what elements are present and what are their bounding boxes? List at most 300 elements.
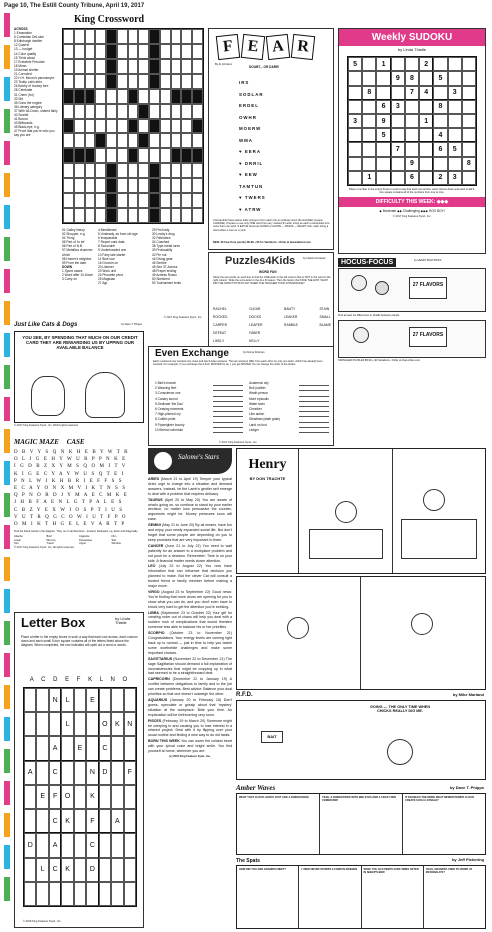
lb-cell[interactable]: L — [61, 688, 73, 712]
crossword-cell[interactable] — [95, 148, 106, 163]
crossword-cell[interactable] — [171, 119, 182, 134]
crossword-cell[interactable] — [95, 74, 106, 89]
crossword-cell[interactable] — [74, 208, 85, 223]
sudoku-cell[interactable]: 5 — [448, 142, 462, 156]
crossword-cell[interactable] — [85, 193, 96, 208]
crossword-cell[interactable] — [160, 29, 171, 44]
crossword-cell[interactable] — [128, 44, 139, 59]
crossword-cell[interactable] — [128, 178, 139, 193]
crossword-cell[interactable] — [106, 119, 117, 134]
crossword-cell[interactable] — [138, 59, 149, 74]
lb-cell[interactable]: L — [36, 858, 48, 882]
lb-cell[interactable] — [61, 833, 73, 857]
crossword-cell[interactable] — [63, 133, 74, 148]
crossword-cell[interactable] — [192, 193, 203, 208]
sudoku-cell[interactable] — [348, 86, 362, 100]
lb-cell[interactable] — [36, 809, 48, 833]
crossword-cell[interactable] — [95, 89, 106, 104]
lb-cell[interactable] — [36, 688, 48, 712]
sudoku-cell[interactable]: 1 — [362, 171, 376, 185]
lb-cell[interactable] — [111, 688, 123, 712]
crossword-cell[interactable] — [181, 193, 192, 208]
sudoku-cell[interactable]: 4 — [419, 86, 433, 100]
lb-cell[interactable]: D — [24, 833, 36, 857]
crossword-cell[interactable] — [160, 148, 171, 163]
lb-cell[interactable]: F — [86, 809, 98, 833]
crossword-cell[interactable] — [95, 59, 106, 74]
lb-cell[interactable] — [36, 736, 48, 760]
crossword-cell[interactable] — [117, 148, 128, 163]
lb-cell[interactable]: E — [74, 736, 86, 760]
crossword-cell[interactable] — [117, 104, 128, 119]
sudoku-cell[interactable] — [376, 171, 390, 185]
crossword-cell[interactable] — [85, 44, 96, 59]
lb-cell[interactable] — [74, 785, 86, 809]
crossword-cell[interactable] — [181, 44, 192, 59]
crossword-cell[interactable] — [160, 119, 171, 134]
sudoku-cell[interactable] — [348, 157, 362, 171]
sudoku-cell[interactable] — [362, 128, 376, 142]
lb-cell[interactable] — [49, 712, 61, 736]
sudoku-cell[interactable] — [362, 157, 376, 171]
sudoku-cell[interactable] — [362, 142, 376, 156]
lb-cell[interactable] — [24, 712, 36, 736]
crossword-cell[interactable] — [181, 74, 192, 89]
crossword-cell[interactable] — [171, 178, 182, 193]
crossword-cell[interactable] — [192, 29, 203, 44]
crossword-cell[interactable] — [138, 163, 149, 178]
sudoku-cell[interactable] — [419, 142, 433, 156]
sudoku-cell[interactable] — [462, 114, 476, 128]
crossword-cell[interactable] — [74, 44, 85, 59]
crossword-cell[interactable] — [74, 133, 85, 148]
lb-cell[interactable] — [24, 858, 36, 882]
crossword-cell[interactable] — [85, 133, 96, 148]
crossword-cell[interactable] — [74, 104, 85, 119]
crossword-cell[interactable] — [192, 163, 203, 178]
lb-cell[interactable]: A — [111, 809, 123, 833]
sudoku-cell[interactable] — [433, 114, 447, 128]
lb-cell[interactable]: K — [61, 809, 73, 833]
lb-cell[interactable]: C — [49, 809, 61, 833]
crossword-cell[interactable] — [117, 208, 128, 223]
sudoku-cell[interactable]: 6 — [405, 171, 419, 185]
crossword-cell[interactable] — [95, 163, 106, 178]
sudoku-cell[interactable]: 2 — [433, 171, 447, 185]
lb-grid[interactable] — [23, 687, 137, 907]
crossword-cell[interactable] — [160, 193, 171, 208]
lb-cell[interactable]: C — [99, 736, 111, 760]
lb-cell[interactable] — [36, 833, 48, 857]
crossword-cell[interactable] — [138, 119, 149, 134]
ee-answer-blank[interactable] — [213, 428, 243, 433]
sudoku-cell[interactable] — [376, 142, 390, 156]
crossword-cell[interactable] — [117, 44, 128, 59]
sudoku-cell[interactable]: 3 — [448, 171, 462, 185]
lb-cell[interactable] — [61, 736, 73, 760]
crossword-cell[interactable] — [171, 133, 182, 148]
crossword-cell[interactable] — [192, 44, 203, 59]
crossword-cell[interactable] — [117, 59, 128, 74]
sudoku-cell[interactable]: 9 — [391, 71, 405, 85]
crossword-cell[interactable] — [85, 163, 96, 178]
crossword-cell[interactable] — [192, 208, 203, 223]
crossword-cell[interactable] — [128, 59, 139, 74]
crossword-cell[interactable] — [85, 178, 96, 193]
crossword-cell[interactable] — [160, 178, 171, 193]
crossword-cell[interactable] — [106, 104, 117, 119]
crossword-cell[interactable] — [149, 89, 160, 104]
lb-cell[interactable] — [111, 736, 123, 760]
crossword-cell[interactable] — [74, 59, 85, 74]
crossword-cell[interactable] — [160, 104, 171, 119]
sudoku-cell[interactable] — [462, 142, 476, 156]
crossword-cell[interactable] — [63, 29, 74, 44]
lb-cell[interactable]: C — [49, 761, 61, 785]
crossword-cell[interactable] — [171, 104, 182, 119]
sudoku-cell[interactable] — [376, 86, 390, 100]
sudoku-cell[interactable] — [462, 57, 476, 71]
lb-cell[interactable] — [74, 761, 86, 785]
crossword-cell[interactable] — [171, 74, 182, 89]
crossword-cell[interactable] — [149, 133, 160, 148]
sudoku-cell[interactable] — [448, 100, 462, 114]
sudoku-cell[interactable]: 2 — [419, 57, 433, 71]
sudoku-cell[interactable] — [433, 86, 447, 100]
crossword-cell[interactable] — [117, 29, 128, 44]
crossword-cell[interactable] — [95, 119, 106, 134]
sudoku-cell[interactable] — [419, 157, 433, 171]
crossword-cell[interactable] — [117, 178, 128, 193]
crossword-cell[interactable] — [138, 193, 149, 208]
crossword-cell[interactable] — [85, 59, 96, 74]
crossword-cell[interactable] — [181, 59, 192, 74]
sudoku-cell[interactable] — [433, 57, 447, 71]
lb-cell[interactable]: K — [111, 712, 123, 736]
crossword-cell[interactable] — [63, 44, 74, 59]
lb-cell[interactable] — [124, 785, 136, 809]
crossword-cell[interactable] — [138, 44, 149, 59]
crossword-cell[interactable] — [63, 193, 74, 208]
lb-cell[interactable] — [36, 761, 48, 785]
crossword-cell[interactable] — [128, 208, 139, 223]
crossword-cell[interactable] — [95, 178, 106, 193]
lb-cell[interactable]: N — [86, 761, 98, 785]
crossword-cell[interactable] — [192, 104, 203, 119]
crossword-cell[interactable] — [171, 59, 182, 74]
crossword-cell[interactable] — [128, 163, 139, 178]
crossword-cell[interactable] — [160, 74, 171, 89]
sudoku-cell[interactable]: 5 — [433, 71, 447, 85]
sudoku-cell[interactable] — [362, 57, 376, 71]
crossword-cell[interactable] — [85, 119, 96, 134]
sudoku-cell[interactable]: 8 — [462, 157, 476, 171]
sudoku-cell[interactable] — [448, 57, 462, 71]
lb-cell[interactable] — [124, 688, 136, 712]
crossword-cell[interactable] — [138, 178, 149, 193]
lb-cell[interactable]: K — [86, 785, 98, 809]
crossword-cell[interactable] — [117, 74, 128, 89]
lb-cell[interactable] — [36, 882, 48, 906]
crossword-cell[interactable] — [149, 104, 160, 119]
sudoku-cell[interactable] — [462, 128, 476, 142]
sudoku-cell[interactable] — [391, 86, 405, 100]
lb-cell[interactable] — [124, 809, 136, 833]
crossword-cell[interactable] — [63, 104, 74, 119]
lb-cell[interactable]: C — [86, 833, 98, 857]
lb-cell[interactable]: F — [124, 761, 136, 785]
sudoku-cell[interactable] — [362, 100, 376, 114]
sudoku-cell[interactable]: 6 — [376, 100, 390, 114]
sudoku-cell[interactable]: 3 — [448, 86, 462, 100]
lb-cell[interactable] — [111, 833, 123, 857]
crossword-cell[interactable] — [181, 133, 192, 148]
sudoku-cell[interactable] — [391, 157, 405, 171]
crossword-cell[interactable] — [128, 29, 139, 44]
crossword-cell[interactable] — [95, 104, 106, 119]
sudoku-cell[interactable] — [376, 71, 390, 85]
sudoku-cell[interactable] — [348, 171, 362, 185]
crossword-cell[interactable] — [63, 208, 74, 223]
crossword-cell[interactable] — [181, 29, 192, 44]
sudoku-cell[interactable]: 8 — [362, 86, 376, 100]
mm-letter-grid[interactable] — [14, 449, 144, 528]
lb-cell[interactable]: A — [49, 736, 61, 760]
lb-cell[interactable] — [24, 809, 36, 833]
crossword-cell[interactable] — [74, 119, 85, 134]
crossword-cell[interactable] — [117, 193, 128, 208]
sudoku-cell[interactable] — [391, 128, 405, 142]
lb-cell[interactable] — [86, 712, 98, 736]
sudoku-cell[interactable]: 1 — [419, 114, 433, 128]
crossword-cell[interactable] — [74, 178, 85, 193]
crossword-cell[interactable] — [63, 163, 74, 178]
lb-cell[interactable]: F — [49, 785, 61, 809]
lb-cell[interactable] — [24, 688, 36, 712]
crossword-cell[interactable] — [171, 44, 182, 59]
lb-cell[interactable]: E — [36, 785, 48, 809]
crossword-cell[interactable] — [95, 44, 106, 59]
crossword-cell[interactable] — [95, 29, 106, 44]
lb-cell[interactable]: N — [49, 688, 61, 712]
sudoku-cell[interactable] — [433, 157, 447, 171]
crossword-cell[interactable] — [138, 208, 149, 223]
crossword-cell[interactable] — [95, 193, 106, 208]
sudoku-cell[interactable]: 1 — [376, 57, 390, 71]
sudoku-cell[interactable] — [448, 128, 462, 142]
lb-cell[interactable] — [74, 712, 86, 736]
lb-cell[interactable] — [99, 785, 111, 809]
lb-cell[interactable] — [24, 785, 36, 809]
lb-cell[interactable]: A — [49, 833, 61, 857]
sudoku-cell[interactable] — [391, 171, 405, 185]
sudoku-cell[interactable]: 9 — [405, 157, 419, 171]
crossword-cell[interactable] — [160, 133, 171, 148]
sudoku-cell[interactable] — [419, 171, 433, 185]
lb-cell[interactable]: K — [61, 858, 73, 882]
crossword-cell[interactable] — [171, 193, 182, 208]
lb-cell[interactable] — [24, 882, 36, 906]
sudoku-cell[interactable]: 3 — [348, 114, 362, 128]
sudoku-cell[interactable] — [462, 71, 476, 85]
lb-cell[interactable] — [111, 858, 123, 882]
crossword-cell[interactable] — [74, 74, 85, 89]
sudoku-cell[interactable] — [448, 114, 462, 128]
crossword-cell[interactable] — [138, 148, 149, 163]
crossword-cell[interactable] — [85, 104, 96, 119]
sudoku-cell[interactable] — [448, 157, 462, 171]
lb-cell[interactable] — [86, 882, 98, 906]
sudoku-cell[interactable] — [348, 71, 362, 85]
sudoku-cell[interactable]: 7 — [405, 86, 419, 100]
sudoku-cell[interactable] — [348, 128, 362, 142]
lb-cell[interactable] — [111, 882, 123, 906]
lb-cell[interactable] — [86, 736, 98, 760]
lb-cell[interactable]: D — [99, 761, 111, 785]
crossword-cell[interactable] — [117, 133, 128, 148]
crossword-cell[interactable] — [117, 163, 128, 178]
lb-cell[interactable] — [49, 882, 61, 906]
sudoku-cell[interactable] — [362, 71, 376, 85]
crossword-cell[interactable] — [138, 29, 149, 44]
lb-cell[interactable] — [99, 688, 111, 712]
sudoku-cell[interactable] — [419, 100, 433, 114]
lb-cell[interactable] — [99, 833, 111, 857]
crossword-cell[interactable] — [171, 29, 182, 44]
sudoku-cell[interactable]: 8 — [433, 100, 447, 114]
sudoku-cell[interactable]: 5 — [348, 57, 362, 71]
lb-cell[interactable] — [74, 833, 86, 857]
crossword-cell[interactable] — [63, 59, 74, 74]
crossword-cell[interactable] — [181, 119, 192, 134]
lb-cell[interactable] — [124, 858, 136, 882]
sudoku-cell[interactable] — [462, 100, 476, 114]
sudoku-cell[interactable] — [405, 57, 419, 71]
crossword-cell[interactable] — [128, 74, 139, 89]
crossword-cell[interactable] — [138, 74, 149, 89]
sudoku-cell[interactable]: 6 — [433, 142, 447, 156]
crossword-cell[interactable] — [171, 163, 182, 178]
sudoku-cell[interactable]: 3 — [391, 100, 405, 114]
crossword-cell[interactable] — [63, 178, 74, 193]
crossword-cell[interactable] — [106, 133, 117, 148]
lb-cell[interactable] — [124, 736, 136, 760]
sudoku-cell[interactable] — [419, 128, 433, 142]
lb-cell[interactable]: D — [86, 858, 98, 882]
crossword-cell[interactable] — [117, 89, 128, 104]
sudoku-grid[interactable] — [347, 56, 477, 186]
crossword-cell[interactable] — [117, 119, 128, 134]
crossword-cell[interactable] — [181, 104, 192, 119]
sudoku-cell[interactable] — [376, 157, 390, 171]
lb-cell[interactable]: A — [24, 761, 36, 785]
crossword-cell[interactable] — [128, 133, 139, 148]
lb-cell[interactable] — [74, 688, 86, 712]
lb-cell[interactable]: C — [49, 858, 61, 882]
crossword-cell[interactable] — [128, 193, 139, 208]
sudoku-cell[interactable]: 8 — [405, 71, 419, 85]
lb-cell[interactable]: N — [124, 712, 136, 736]
crossword-cell[interactable] — [74, 163, 85, 178]
sudoku-cell[interactable] — [405, 114, 419, 128]
lb-cell[interactable] — [99, 809, 111, 833]
lb-cell[interactable] — [99, 882, 111, 906]
sudoku-cell[interactable] — [448, 71, 462, 85]
crossword-cell[interactable] — [171, 208, 182, 223]
ee-answer-blank[interactable] — [299, 428, 329, 433]
lb-cell[interactable] — [124, 882, 136, 906]
crossword-cell[interactable] — [138, 89, 149, 104]
sudoku-cell[interactable] — [462, 86, 476, 100]
lb-cell[interactable] — [74, 882, 86, 906]
lb-cell[interactable]: O — [61, 785, 73, 809]
crossword-cell[interactable] — [160, 163, 171, 178]
sudoku-cell[interactable]: 4 — [433, 128, 447, 142]
sudoku-cell[interactable]: 9 — [376, 114, 390, 128]
sudoku-cell[interactable] — [405, 100, 419, 114]
lb-cell[interactable] — [61, 882, 73, 906]
lb-cell[interactable]: O — [99, 712, 111, 736]
crossword-cell[interactable] — [160, 59, 171, 74]
sudoku-cell[interactable] — [391, 57, 405, 71]
crossword-cell[interactable] — [85, 208, 96, 223]
sudoku-cell[interactable] — [348, 142, 362, 156]
sudoku-cell[interactable] — [405, 128, 419, 142]
lb-cell[interactable] — [74, 858, 86, 882]
sudoku-cell[interactable] — [462, 171, 476, 185]
sudoku-cell[interactable] — [391, 114, 405, 128]
crossword-cell[interactable] — [192, 133, 203, 148]
crossword-cell[interactable] — [192, 178, 203, 193]
crossword-cell[interactable] — [181, 208, 192, 223]
crossword-cell[interactable] — [160, 89, 171, 104]
sudoku-cell[interactable] — [362, 114, 376, 128]
lb-cell[interactable] — [74, 809, 86, 833]
sudoku-cell[interactable]: 7 — [391, 142, 405, 156]
lb-cell[interactable] — [36, 712, 48, 736]
crossword-cell[interactable] — [160, 208, 171, 223]
crossword-cell[interactable] — [63, 74, 74, 89]
crossword-cell[interactable] — [192, 74, 203, 89]
lb-cell[interactable] — [99, 858, 111, 882]
crossword-cell[interactable] — [85, 74, 96, 89]
sudoku-cell[interactable] — [348, 100, 362, 114]
lb-cell[interactable] — [61, 761, 73, 785]
crossword-grid[interactable] — [62, 28, 204, 224]
crossword-cell[interactable] — [128, 104, 139, 119]
crossword-cell[interactable] — [74, 193, 85, 208]
crossword-cell[interactable] — [181, 163, 192, 178]
crossword-cell[interactable] — [181, 178, 192, 193]
lb-cell[interactable] — [111, 761, 123, 785]
crossword-cell[interactable] — [85, 29, 96, 44]
sudoku-cell[interactable] — [419, 71, 433, 85]
sudoku-cell[interactable]: 5 — [376, 128, 390, 142]
crossword-cell[interactable] — [106, 89, 117, 104]
crossword-cell[interactable] — [149, 148, 160, 163]
sudoku-cell[interactable] — [405, 142, 419, 156]
crossword-cell[interactable] — [160, 44, 171, 59]
lb-cell[interactable] — [111, 785, 123, 809]
crossword-cell[interactable] — [95, 208, 106, 223]
crossword-cell[interactable] — [74, 29, 85, 44]
lb-cell[interactable] — [124, 833, 136, 857]
lb-cell[interactable]: L — [61, 712, 73, 736]
lb-cell[interactable] — [24, 736, 36, 760]
crossword-cell[interactable] — [106, 148, 117, 163]
lb-cell[interactable]: E — [86, 688, 98, 712]
crossword-cell[interactable] — [192, 59, 203, 74]
